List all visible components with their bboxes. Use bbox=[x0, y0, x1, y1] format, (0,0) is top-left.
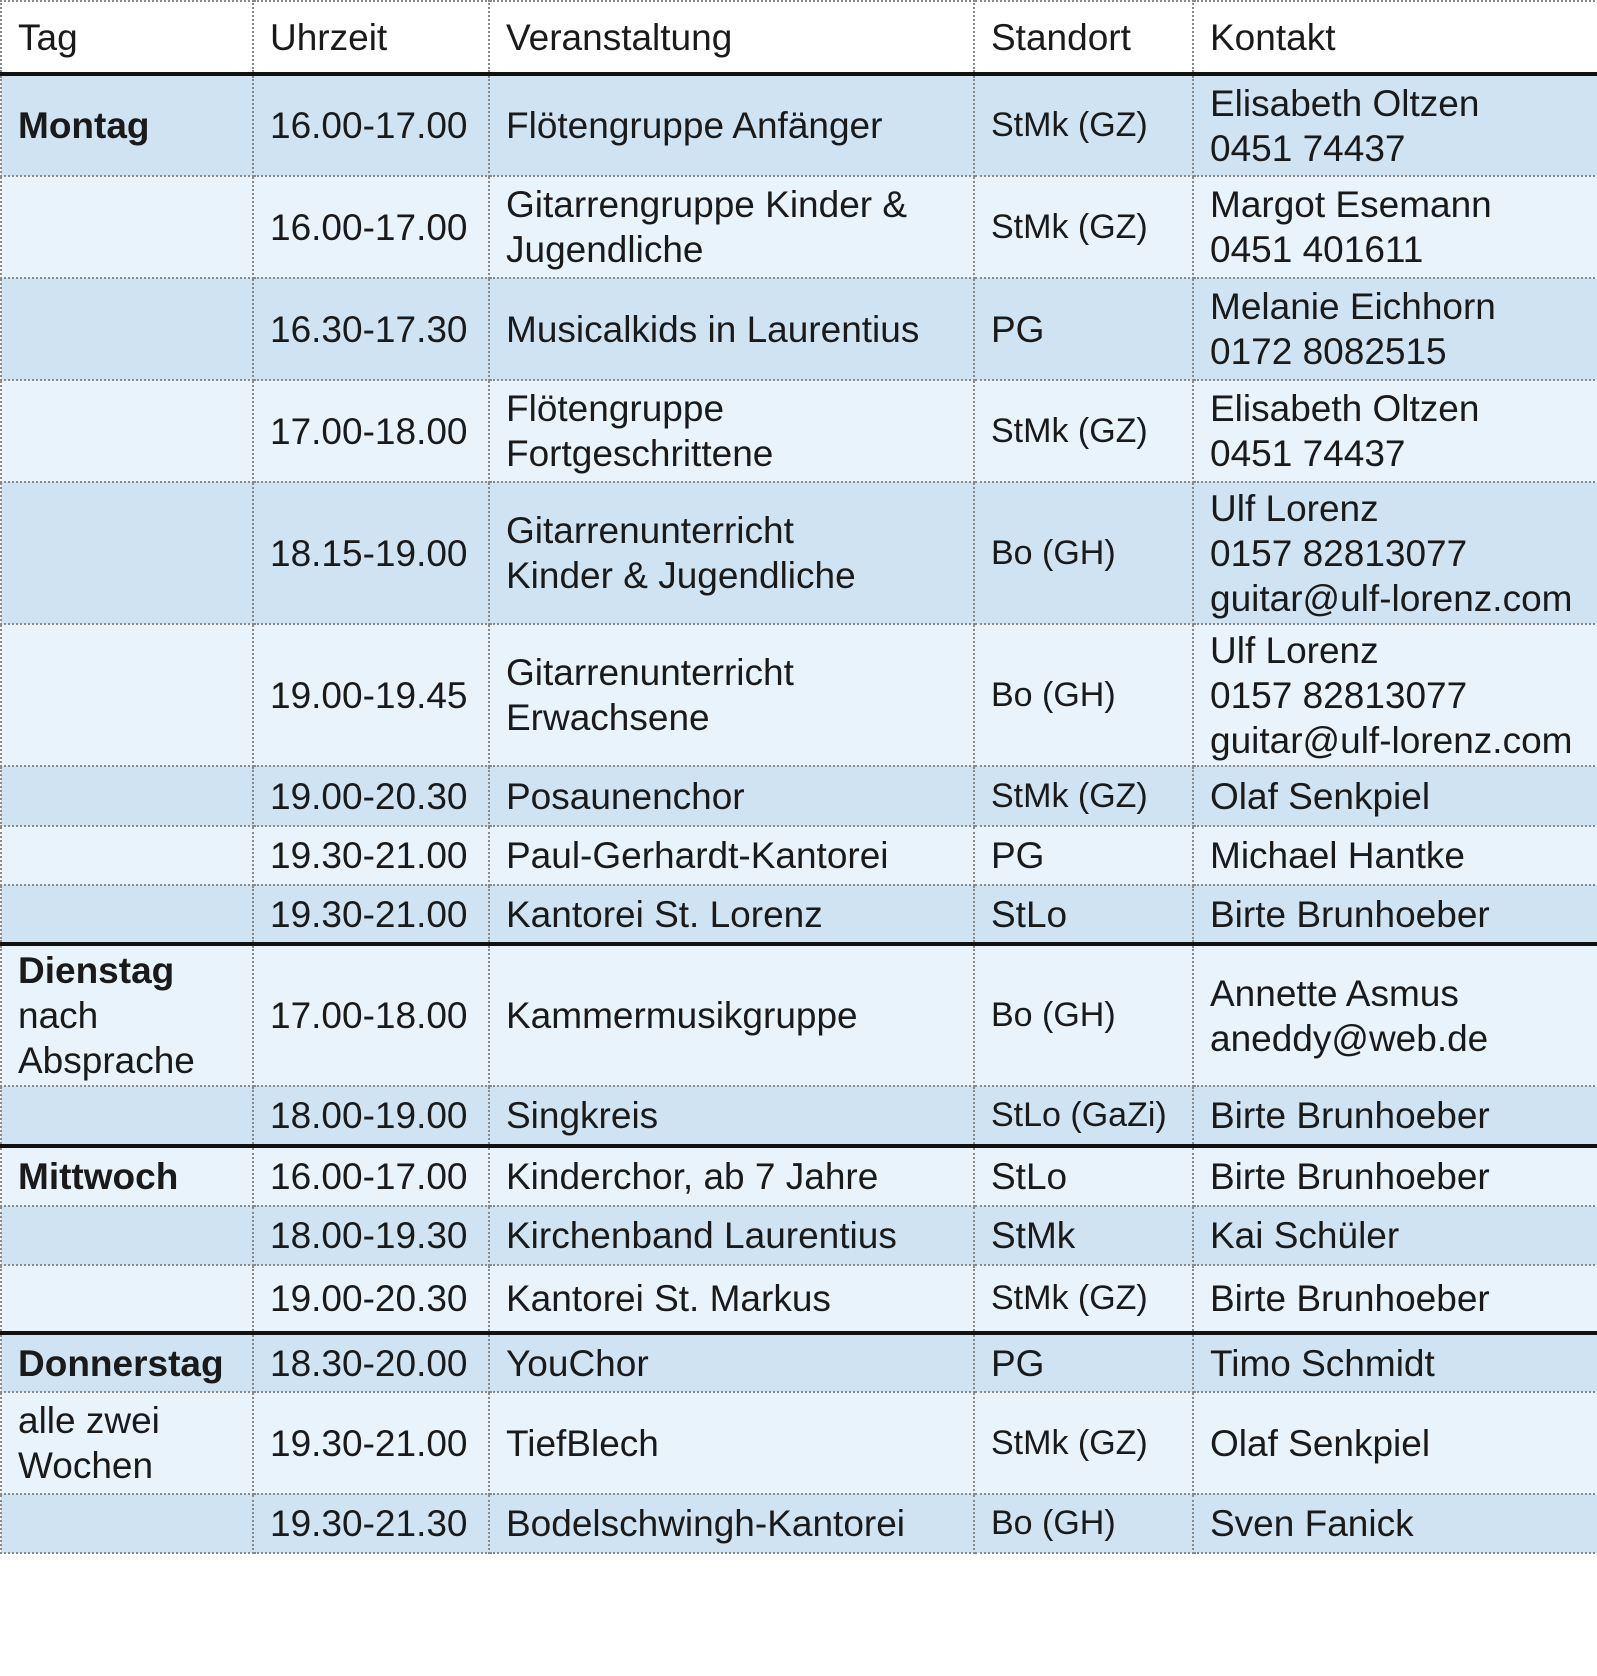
location-cell: Bo (GH) bbox=[974, 624, 1193, 766]
contact-cell: Annette Asmus aneddy@web.de bbox=[1193, 944, 1597, 1086]
day-cell bbox=[1, 1333, 253, 1392]
event-cell: Gitarrengruppe Kinder & Jugendliche bbox=[489, 176, 974, 278]
contact-cell: Olaf Senkpiel bbox=[1193, 1392, 1597, 1494]
header-kontakt: Kontakt bbox=[1193, 1, 1597, 74]
location-cell: StMk (GZ) bbox=[974, 1392, 1193, 1494]
contact-cell: Birte Brunhoeber bbox=[1193, 885, 1597, 944]
event-cell: Posaunenchor bbox=[489, 766, 974, 826]
table-row bbox=[1, 624, 1597, 766]
location-cell: Bo (GH) bbox=[974, 944, 1193, 1086]
day-cell bbox=[1, 1146, 253, 1206]
day-name: Donnerstag bbox=[18, 1342, 224, 1384]
day-cell bbox=[1, 1392, 253, 1494]
time-cell: 19.30-21.30 bbox=[253, 1494, 489, 1553]
contact-cell: Birte Brunhoeber bbox=[1193, 1265, 1597, 1333]
day-cell bbox=[1, 176, 253, 278]
contact-cell: Birte Brunhoeber bbox=[1193, 1146, 1597, 1206]
time-cell: 18.15-19.00 bbox=[253, 482, 489, 624]
location-cell: StMk bbox=[974, 1206, 1193, 1265]
time-cell: 18.00-19.00 bbox=[253, 1086, 489, 1146]
table-row bbox=[1, 1494, 1597, 1553]
day-cell bbox=[1, 826, 253, 885]
day-cell bbox=[1, 1086, 253, 1146]
event-cell: Gitarrenunterricht Erwachsene bbox=[489, 624, 974, 766]
contact-cell: Ulf Lorenz 0157 82813077 guitar@ulf-lorenz.com bbox=[1193, 624, 1597, 766]
time-cell: 19.00-19.45 bbox=[253, 624, 489, 766]
day-cell bbox=[1, 482, 253, 624]
day-cell bbox=[1, 278, 253, 380]
day-cell bbox=[1, 885, 253, 944]
time-cell: 16.00-17.00 bbox=[253, 74, 489, 176]
contact-cell: Kai Schüler bbox=[1193, 1206, 1597, 1265]
header-row bbox=[1, 1, 1597, 74]
time-cell: 18.00-19.30 bbox=[253, 1206, 489, 1265]
table-row bbox=[1, 482, 1597, 624]
time-cell: 16.00-17.00 bbox=[253, 176, 489, 278]
location-cell: StLo bbox=[974, 1146, 1193, 1206]
header-standort: Standort bbox=[974, 1, 1193, 74]
location-cell: Bo (GH) bbox=[974, 1494, 1193, 1553]
location-cell: StMk (GZ) bbox=[974, 176, 1193, 278]
day-note: alle zwei Wochen bbox=[18, 1400, 160, 1486]
location-cell: StMk (GZ) bbox=[974, 1265, 1193, 1333]
contact-cell: Elisabeth Oltzen 0451 74437 bbox=[1193, 74, 1597, 176]
location-cell: StMk (GZ) bbox=[974, 380, 1193, 482]
time-cell: 17.00-18.00 bbox=[253, 380, 489, 482]
time-cell: 19.30-21.00 bbox=[253, 1392, 489, 1494]
event-cell: Bodelschwingh-Kantorei bbox=[489, 1494, 974, 1553]
table-row bbox=[1, 1265, 1597, 1333]
day-name: Mittwoch bbox=[18, 1156, 179, 1197]
day-cell bbox=[1, 1494, 253, 1553]
event-cell: Kantorei St. Markus bbox=[489, 1265, 974, 1333]
event-cell: Paul-Gerhardt-Kantorei bbox=[489, 826, 974, 885]
location-cell: PG bbox=[974, 826, 1193, 885]
contact-cell: Michael Hantke bbox=[1193, 826, 1597, 885]
table-row bbox=[1, 278, 1597, 380]
event-cell: Kinderchor, ab 7 Jahre bbox=[489, 1146, 974, 1206]
table-row bbox=[1, 1206, 1597, 1265]
location-cell: Bo (GH) bbox=[974, 482, 1193, 624]
contact-cell: Elisabeth Oltzen 0451 74437 bbox=[1193, 380, 1597, 482]
header-uhrzeit: Uhrzeit bbox=[253, 1, 489, 74]
location-cell: StMk (GZ) bbox=[974, 766, 1193, 826]
event-cell: YouChor bbox=[489, 1333, 974, 1392]
event-cell: Gitarrenunterricht Kinder & Jugendliche bbox=[489, 482, 974, 624]
table-row bbox=[1, 1146, 1597, 1206]
table-row bbox=[1, 885, 1597, 944]
time-cell: 19.30-21.00 bbox=[253, 826, 489, 885]
location-cell: StLo bbox=[974, 885, 1193, 944]
time-cell: 16.30-17.30 bbox=[253, 278, 489, 380]
day-note: nach Absprache bbox=[18, 995, 195, 1081]
location-cell: StLo (GaZi) bbox=[974, 1086, 1193, 1146]
time-cell: 18.30-20.00 bbox=[253, 1333, 489, 1392]
contact-cell: Ulf Lorenz 0157 82813077 guitar@ulf-lorenz.com bbox=[1193, 482, 1597, 624]
contact-cell: Margot Esemann 0451 401611 bbox=[1193, 176, 1597, 278]
header-veranstaltung: Veranstaltung bbox=[489, 1, 974, 74]
table-row bbox=[1, 176, 1597, 278]
day-cell bbox=[1, 624, 253, 766]
day-cell bbox=[1, 380, 253, 482]
location-cell: PG bbox=[974, 1333, 1193, 1392]
time-cell: 19.00-20.30 bbox=[253, 1265, 489, 1333]
event-cell: TiefBlech bbox=[489, 1392, 974, 1494]
time-cell: 19.00-20.30 bbox=[253, 766, 489, 826]
table-row bbox=[1, 766, 1597, 826]
event-cell: Kantorei St. Lorenz bbox=[489, 885, 974, 944]
day-name: Dienstag bbox=[18, 950, 175, 991]
time-cell: 19.30-21.00 bbox=[253, 885, 489, 944]
table-row bbox=[1, 944, 1597, 1086]
event-cell: Singkreis bbox=[489, 1086, 974, 1146]
contact-cell: Olaf Senkpiel bbox=[1193, 766, 1597, 826]
table-row bbox=[1, 1333, 1597, 1392]
location-cell: StMk (GZ) bbox=[974, 74, 1193, 176]
day-cell bbox=[1, 1206, 253, 1265]
table-row bbox=[1, 1392, 1597, 1494]
contact-cell: Melanie Eichhorn 0172 8082515 bbox=[1193, 278, 1597, 380]
event-cell: Kirchenband Laurentius bbox=[489, 1206, 974, 1265]
day-cell bbox=[1, 1265, 253, 1333]
table-row bbox=[1, 1086, 1597, 1146]
event-cell: Flötengruppe Fortgeschrittene bbox=[489, 380, 974, 482]
contact-cell: Timo Schmidt bbox=[1193, 1333, 1597, 1392]
table-row bbox=[1, 380, 1597, 482]
day-cell bbox=[1, 74, 253, 176]
table-row bbox=[1, 826, 1597, 885]
day-name: Montag bbox=[18, 105, 150, 146]
event-cell: Kammermusikgruppe bbox=[489, 944, 974, 1086]
header-tag: Tag bbox=[1, 1, 253, 74]
table-row bbox=[1, 74, 1597, 176]
day-cell bbox=[1, 766, 253, 826]
event-cell: Flötengruppe Anfänger bbox=[489, 74, 974, 176]
contact-cell: Birte Brunhoeber bbox=[1193, 1086, 1597, 1146]
event-cell: Musicalkids in Laurentius bbox=[489, 278, 974, 380]
time-cell: 17.00-18.00 bbox=[253, 944, 489, 1086]
location-cell: PG bbox=[974, 278, 1193, 380]
time-cell: 16.00-17.00 bbox=[253, 1146, 489, 1206]
day-cell bbox=[1, 944, 253, 1086]
contact-cell: Sven Fanick bbox=[1193, 1494, 1597, 1553]
